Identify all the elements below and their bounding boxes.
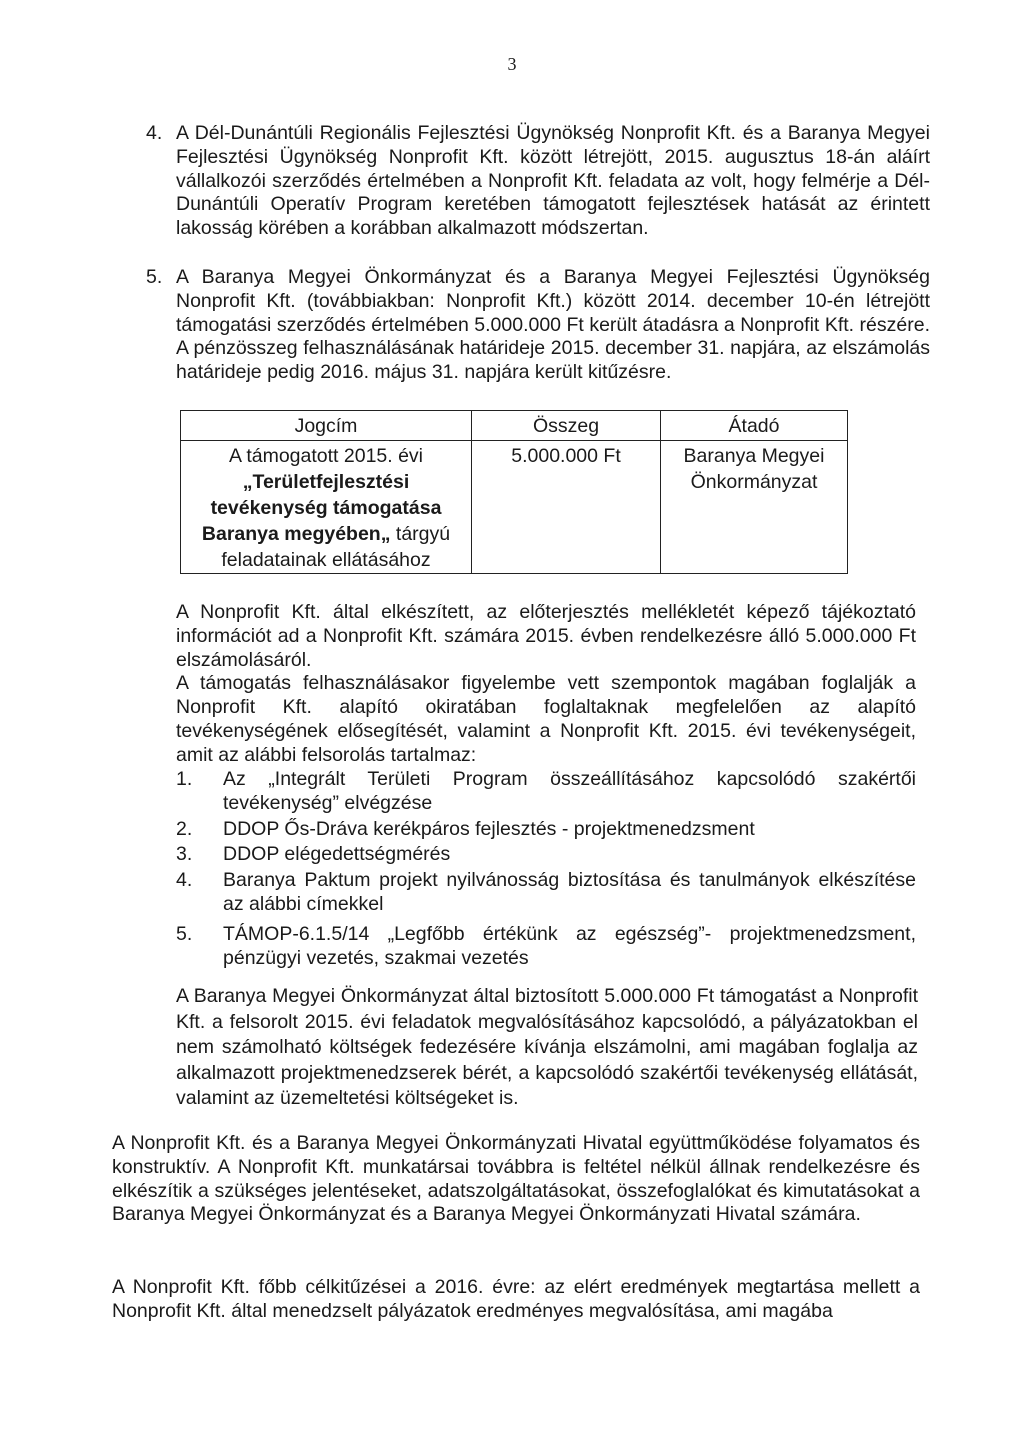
activity-list (176, 768, 916, 972)
list-item (176, 768, 916, 816)
table-row (181, 441, 848, 574)
goals-paragraph-text: A Nonprofit Kft. főbb célkitűzései a 2016. évre: az elért eredmények megtartása mellett a Nonprofit Kft. által menedzselt pályázatok eredményes megvalósítása, ami magába (112, 1276, 920, 1322)
page-number: 3 (507, 54, 517, 74)
list-item-text: Az „Integrált Területi Program összeállításához kapcsolódó szakértői tevékenység” elvégzése (223, 768, 916, 814)
list-item-text: Baranya Paktum projekt nyilvánosság biztosítása és tanulmányok elkészítése az alábbi címekkel (223, 869, 916, 915)
info-paragraph: A Nonprofit Kft. által elkészített, az előterjesztés mellékletét képező tájékoztató információt ad a Nonprofit Kft. számára 2015. évben rendelkezésre álló 5.000.000 Ft elszámolásáról. (176, 601, 916, 671)
list-item-text: TÁMOP-6.1.5/14 „Legfőbb értékünk az egészség”- projektmenedzsment, pénzügyi vezetés, szakmai vezetés (223, 922, 916, 969)
list-item (176, 843, 916, 867)
header-osszeg: Összeg (472, 411, 661, 441)
support-table (180, 410, 848, 574)
after-table-text (176, 601, 916, 768)
support-paragraph-text: A Baranya Megyei Önkormányzat által biztosított 5.000.000 Ft támogatást a Nonprofit Kft. a felsorolt 2015. évi feladatok megvalósításához kapcsolódó, a pályázatokban el nem számolható költségek fedezésére kívánja elszámolni, ami magában foglalja az alkalmazott projektmenedzserek bérét, a kapcsolódó szakértői tevékenység ellátását, valamint az üzemeltetési költségeket is. (176, 985, 918, 1109)
jogcim-line: A támogatott 2015. évi (228, 445, 424, 467)
list-item-number: 2. (176, 817, 193, 840)
list-item-number: 3. (176, 843, 193, 866)
list-item-number: 5. (176, 922, 193, 945)
list-item (176, 818, 916, 842)
jogcim-line (185, 521, 467, 547)
jogcim-line: tevékenység támogatása (210, 497, 442, 519)
list-item (176, 869, 916, 917)
paragraph-text: A Baranya Megyei Önkormányzat és a Baranya Megyei Fejlesztési Ügynökség Nonprofit Kft. (továbbiakban: Nonprofit Kft.) között 2014. december 10-én létrejött támogatási szerződés értelmében 5.000.000 Ft került átadásra a Nonprofit Kft. részére. A pénzösszeg felhasználásának határideje 2015. december 31. napjára, az elszámolás határideje pedig 2016. május 31. napjára került kitűzésre. (176, 266, 930, 384)
list-item-text: DDOP elégedettségmérés (223, 843, 451, 866)
list-item (176, 923, 916, 971)
paragraph-text: A Dél-Dunántúli Regionális Fejlesztési Ügynökség Nonprofit Kft. és a Baranya Megyei Fejlesztési Ügynökség Nonprofit Kft. között létrejött, 2015. augusztus 18-án aláírt vállalkozói szerződés értelmében a Nonprofit Kft. feladata az volt, hogy felmérje a Dél-Dunántúli Operatív Program keretében támogatott fejlesztések hatását az érintett lakosság körében a korábban alkalmazott módszertan. (176, 122, 930, 240)
criteria-paragraph: A támogatás felhasználásakor figyelembe vett szempontok magában foglalják a Nonprofit Kft. alapító okiratában foglaltaknak megfelelően az alapító tevékenységének elősegítését, valamint a Nonprofit Kft. 2015. évi tevékenységeit, amit az alábbi felsorolás tartalmaz: (176, 672, 916, 766)
paragraph-number: 4. (146, 122, 163, 144)
numbered-paragraph-5 (146, 266, 930, 385)
cooperation-paragraph-text: A Nonprofit Kft. és a Baranya Megyei Önkormányzati Hivatal együttműködése folyamatos és konstruktív. A Nonprofit Kft. munkatársai továbbra is feltétel nélkül állnak rendelkezésre és elkészítik a szükséges jelentéseket, adatszolgáltatásokat, összefoglalókat és kimutatásokat a Baranya Megyei Önkormányzat és a Baranya Megyei Önkormányzati Hivatal számára. (112, 1132, 920, 1226)
cooperation-paragraph (112, 1132, 920, 1227)
cell-osszeg: 5.000.000 Ft (472, 441, 661, 574)
jogcim-line: „Területfejlesztési (242, 471, 410, 493)
cell-jogcim (181, 441, 472, 574)
atado-line: Önkormányzat (690, 471, 818, 493)
list-item-number: 1. (176, 768, 193, 790)
jogcim-rest-part: tárgyú (390, 523, 451, 545)
list-item-text: DDOP Ős-Dráva kerékpáros fejlesztés - projektmenedzsment (223, 817, 755, 840)
goals-paragraph (112, 1276, 920, 1324)
table-header-row (181, 411, 848, 441)
jogcim-line: feladatainak ellátásához (221, 549, 431, 571)
list-item-number: 4. (176, 869, 193, 892)
paragraph-number: 5. (146, 266, 163, 288)
support-paragraph (176, 984, 918, 1112)
header-jogcim: Jogcím (181, 411, 472, 441)
cell-atado (661, 441, 848, 574)
atado-line: Baranya Megyei (683, 445, 825, 467)
numbered-paragraph-4 (146, 122, 930, 241)
jogcim-bold-part: Baranya megyében„ (201, 523, 391, 545)
header-atado: Átadó (661, 411, 848, 441)
